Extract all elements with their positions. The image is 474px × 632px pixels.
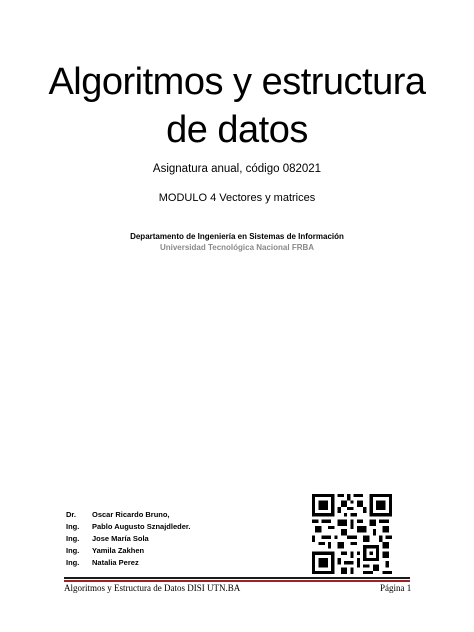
author-title: Ing. — [66, 522, 80, 531]
module-line: MODULO 4 Vectores y matrices — [158, 192, 316, 204]
authors-list — [66, 509, 191, 569]
title-line-1: Algoritmos y estructura — [48, 61, 426, 103]
page-number: Página 1 — [380, 583, 412, 593]
author-title: Ing. — [66, 546, 80, 555]
author-row — [66, 545, 191, 557]
subject-line: Asignatura anual, código 082021 — [152, 163, 322, 175]
document-title — [0, 58, 474, 154]
author-title: Dr. — [66, 510, 77, 519]
university-line: Universidad Tecnológica Nacional FRBA — [159, 243, 315, 252]
title-line-2: de datos — [166, 109, 308, 151]
department-line: Departamento de Ingeniería en Sistemas de Información — [130, 232, 344, 241]
author-row — [66, 509, 191, 521]
footer-rule-dark — [64, 577, 410, 579]
footer-text: Algoritmos y Estructura de Datos DISI UTN.BA — [64, 583, 241, 593]
qr-code-icon — [312, 494, 392, 574]
author-row — [66, 521, 191, 533]
author-title: Ing. — [66, 558, 80, 567]
author-row — [66, 533, 191, 545]
author-row — [66, 557, 191, 569]
author-name: Pablo Augusto Sznajdleder. — [92, 522, 191, 531]
author-name: Natalia Perez — [92, 558, 139, 567]
author-name: Jose María Sola — [92, 534, 149, 543]
author-name: Oscar Ricardo Bruno, — [92, 510, 170, 519]
author-name: Yamila Zakhen — [92, 546, 145, 555]
author-title: Ing. — [66, 534, 80, 543]
footer-rule-red — [64, 580, 410, 582]
